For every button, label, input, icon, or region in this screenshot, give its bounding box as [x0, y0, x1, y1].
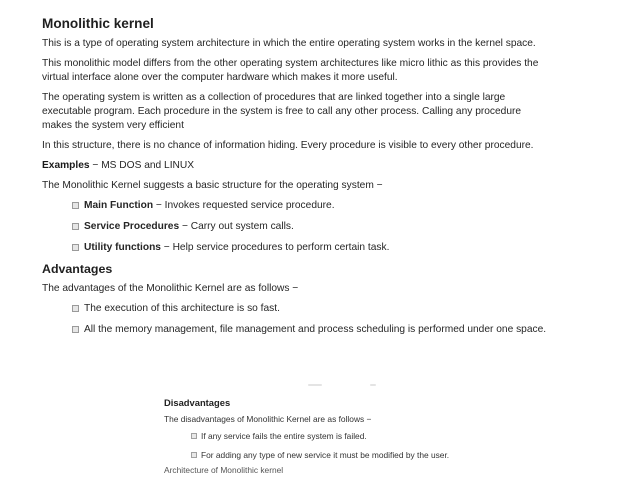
paragraph-4: In this structure, there is no chance of information hiding. Every procedure is visible to every other procedure.: [42, 140, 534, 151]
advantages-list: [70, 302, 552, 337]
list-item-text: All the memory management, file management and process scheduling is performed under one space.: [84, 324, 547, 335]
examples-label: Examples: [42, 160, 90, 171]
advantages-intro: The advantages of the Monolithic Kernel are as follows −: [42, 283, 299, 294]
list-item-text: For adding any type of new service it must be modified by the user.: [201, 450, 450, 460]
advantages-heading: Advantages: [42, 262, 113, 276]
square-bullet-icon: [72, 202, 79, 209]
square-bullet-icon: [191, 452, 197, 458]
square-bullet-icon: [72, 244, 79, 251]
square-bullet-icon: [191, 433, 197, 439]
square-bullet-icon: [72, 223, 79, 230]
cut-off-line: [164, 465, 354, 478]
list-item: [70, 323, 552, 337]
article-body: [42, 16, 552, 344]
list-item: [70, 241, 552, 255]
list-item-text: The execution of this architecture is so fast.: [84, 303, 280, 314]
paragraph-1: This is a type of operating system architecture in which the entire operating system works in the kernel space.: [42, 38, 536, 49]
list-item-text: If any service fails the entire system is failed.: [201, 431, 367, 441]
disadvantages-intro: The disadvantages of Monolithic Kernel are as follows −: [164, 414, 372, 424]
list-item-desc: − Carry out system calls.: [179, 221, 294, 232]
article-lower-capture: [164, 397, 544, 468]
list-item: [190, 430, 544, 442]
list-item: [70, 302, 552, 316]
disadvantages-list: [190, 430, 544, 461]
disadvantages-heading: Disadvantages: [164, 397, 231, 408]
list-item: [70, 220, 552, 234]
structure-list: [70, 199, 552, 255]
paragraph-3: The operating system is written as a collection of procedures that are linked together into a single large executable program. Each procedure in the system is free to call any other process. Calling any procedure makes the system very efficient: [42, 92, 522, 131]
examples-line: [42, 159, 552, 173]
structure-intro: The Monolithic Kernel suggests a basic structure for the operating system −: [42, 180, 383, 191]
cut-off-text: Architecture of Monolithic kernel: [164, 465, 284, 475]
list-item-term: Service Procedures: [84, 221, 180, 232]
list-item-desc: − Invokes requested service procedure.: [153, 200, 335, 211]
list-item: [190, 449, 544, 461]
list-item: [70, 199, 552, 213]
square-bullet-icon: [72, 305, 79, 312]
list-item-desc: − Help service procedures to perform certain task.: [160, 242, 390, 253]
square-bullet-icon: [72, 326, 79, 333]
list-item-term: Main Function: [84, 200, 154, 211]
list-item-term: Utility functions: [84, 242, 161, 253]
article-title: Monolithic kernel: [42, 16, 154, 31]
paragraph-2: This monolithic model differs from the other operating system architectures like micro lithic as this provides the virtual interface alone over the computer hardware which makes it more useful.: [42, 58, 539, 83]
clipped-glyph-fragment: [308, 384, 322, 386]
clipped-glyph-fragment: [370, 384, 376, 386]
examples-text: − MS DOS and LINUX: [89, 160, 195, 171]
